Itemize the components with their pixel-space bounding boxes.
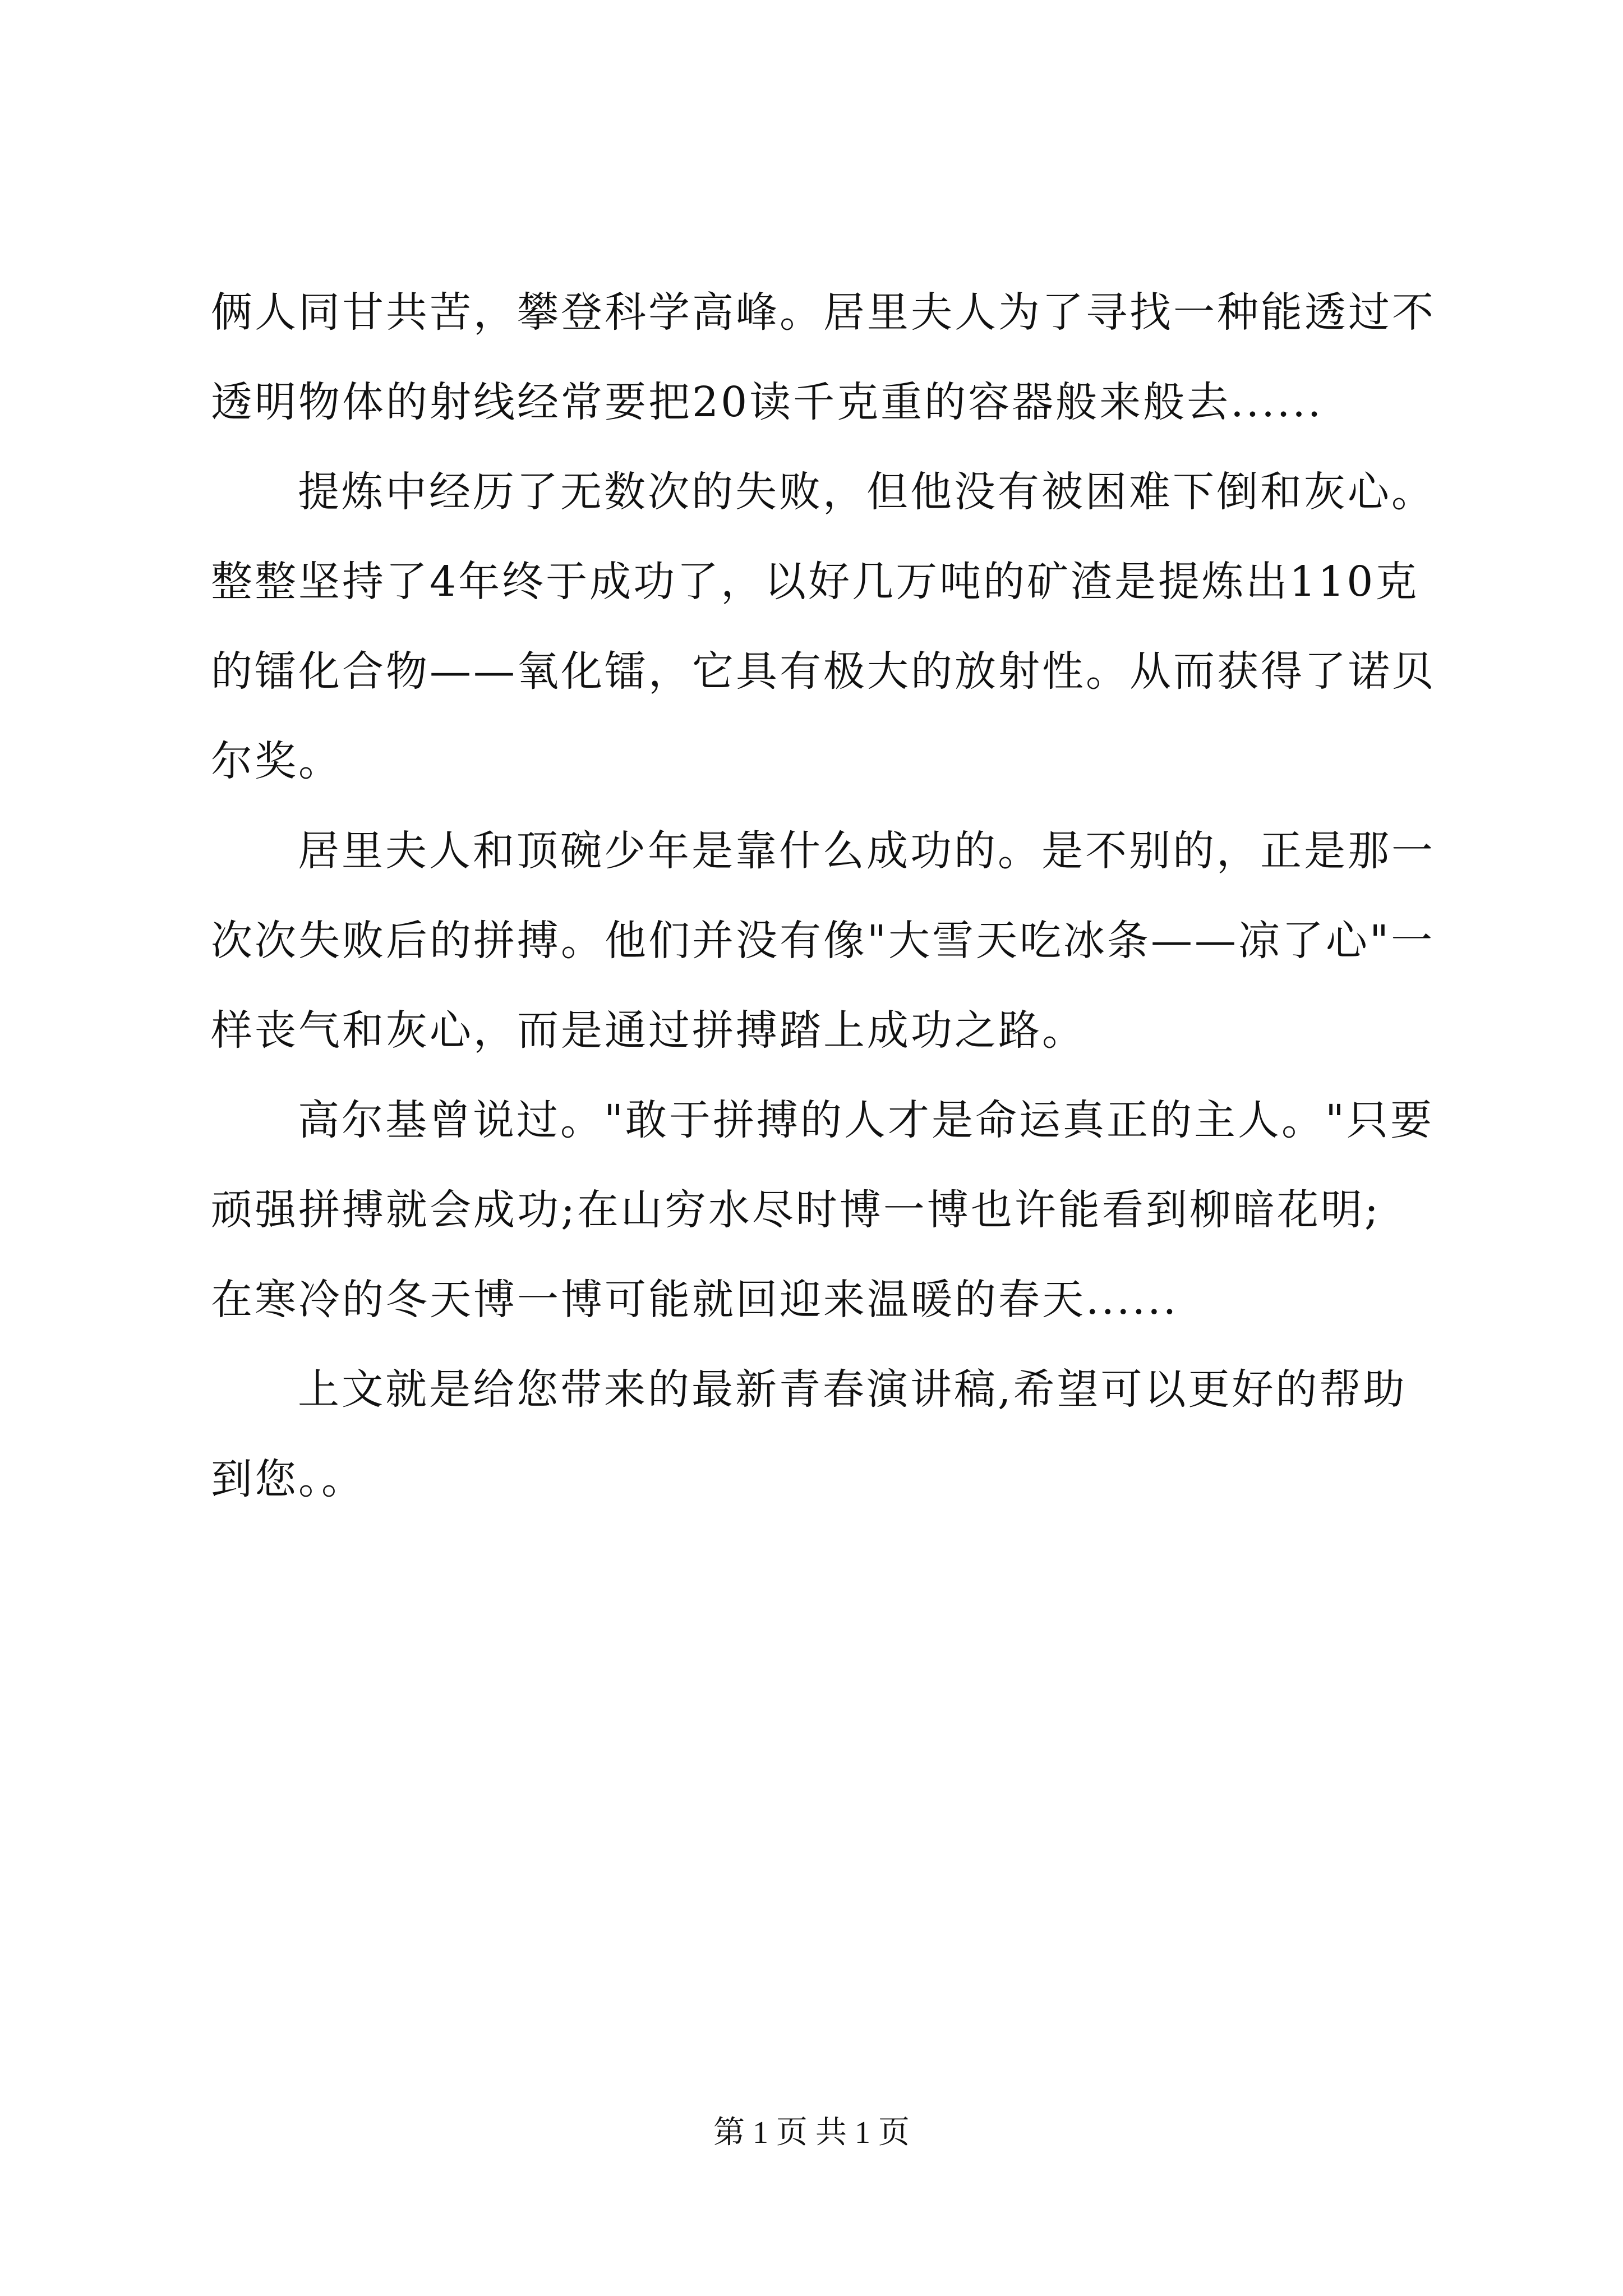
text-line: 高尔基曾说过。"敢于拼搏的人才是命运真正的主人。"只要 <box>298 1096 1435 1144</box>
text-line: 整整坚持了4年终于成功了，以好几万吨的矿渣是提炼出110克 <box>211 558 1419 606</box>
text-line: 顽强拼搏就会成功;在山穷水尽时博一博也许能看到柳暗花明; <box>211 1186 1381 1234</box>
text-line: 俩人同甘共苦，攀登科学高峰。居里夫人为了寻找一种能透过不 <box>211 288 1436 337</box>
page-footer: 第 1 页 共 1 页 <box>713 2115 910 2150</box>
text-line: 上文就是给您带来的最新青春演讲稿,希望可以更好的帮助 <box>298 1365 1407 1414</box>
text-line: 提炼中经历了无数次的失败，但他没有被困难下倒和灰心。 <box>298 468 1435 516</box>
text-line: 次次失败后的拼搏。他们并没有像"大雪天吃冰条——凉了心"一 <box>211 917 1435 965</box>
text-line: 在寒冷的冬天博一博可能就回迎来温暖的春天...... <box>211 1276 1179 1324</box>
text-line: 居里夫人和顶碗少年是靠什么成功的。是不别的，正是那一 <box>298 827 1435 875</box>
text-line: 到您。。 <box>211 1455 365 1503</box>
text-line: 尔奖。 <box>211 737 342 785</box>
text-line: 透明物体的射线经常要把20读千克重的容器般来般去...... <box>211 378 1324 426</box>
text-line: 样丧气和灰心，而是通过拼搏踏上成功之路。 <box>211 1006 1086 1055</box>
text-line: 的镭化合物——氧化镭，它具有极大的放射性。从而获得了诺贝 <box>211 647 1436 696</box>
